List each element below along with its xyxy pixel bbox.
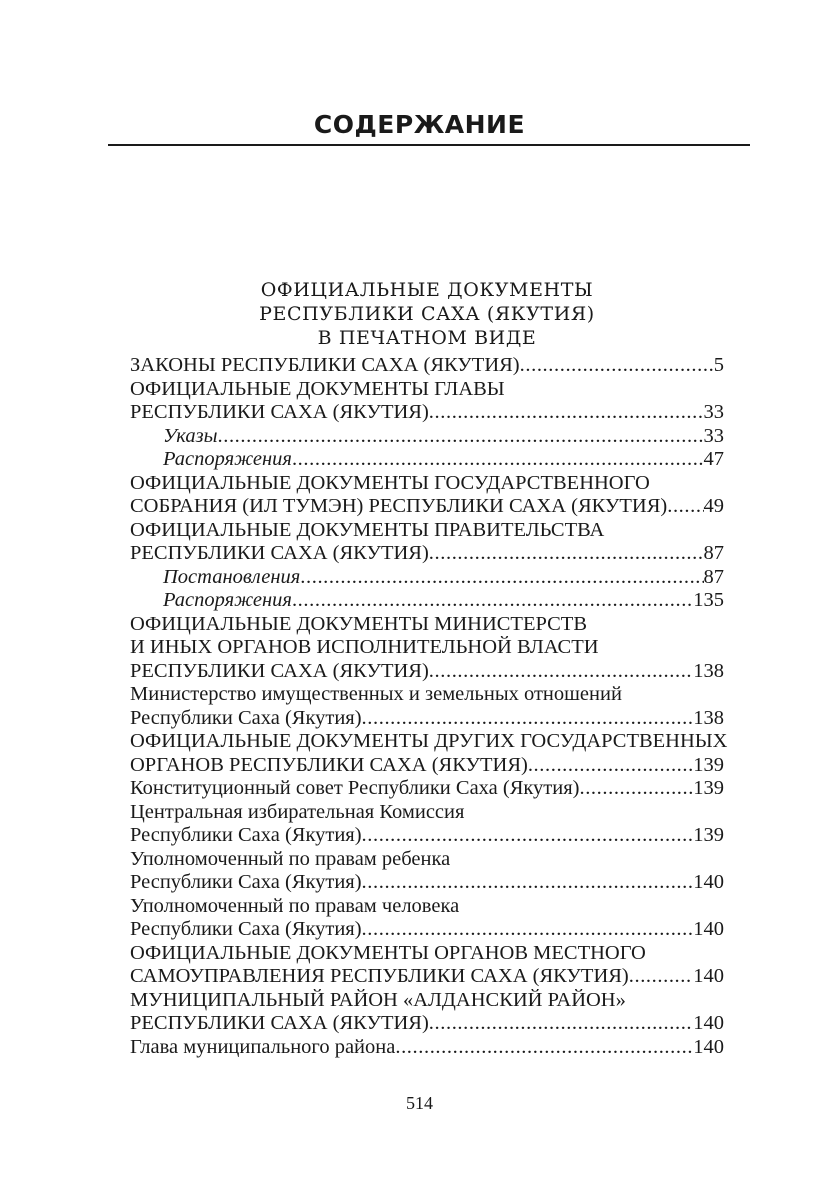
toc-subentry[interactable] xyxy=(130,448,724,472)
toc-entry[interactable] xyxy=(130,965,724,989)
dot-leader xyxy=(429,542,704,566)
toc-entry-text: Центральная избирательная Комиссия xyxy=(130,800,465,823)
toc-entry[interactable] xyxy=(130,777,724,801)
toc-entry-text: ОФИЦИАЛЬНЫЕ ДОКУМЕНТЫ ОРГАНОВ МЕСТНОГО xyxy=(130,941,646,964)
toc-page-number: 140 xyxy=(693,1012,724,1034)
dot-leader xyxy=(629,965,694,989)
toc-entry xyxy=(130,730,728,754)
toc-entry xyxy=(130,801,724,825)
toc-entry[interactable] xyxy=(130,542,724,566)
dot-leader xyxy=(362,871,694,895)
dot-leader xyxy=(292,589,693,613)
toc-entry-text: Постановления xyxy=(163,565,301,588)
dot-leader xyxy=(395,1036,693,1060)
toc-entry-text: Республики Саха (Якутия) xyxy=(130,824,362,846)
toc-entry-text: Уполномоченный по правам человека xyxy=(130,894,460,917)
dot-leader xyxy=(362,824,694,848)
dot-leader xyxy=(218,425,704,449)
toc-page-number: 140 xyxy=(693,871,724,893)
toc-entry xyxy=(130,683,724,707)
toc-entry-text: Республики Саха (Якутия) xyxy=(130,918,362,940)
toc-entry[interactable] xyxy=(130,1036,724,1060)
toc-page-number: 87 xyxy=(703,565,724,588)
toc-entry xyxy=(130,613,724,637)
toc-entry-text: Министерство имущественных и земельных отношений xyxy=(130,683,622,705)
toc-entry-text: ОФИЦИАЛЬНЫЕ ДОКУМЕНТЫ ГОСУДАРСТВЕННОГО xyxy=(130,471,650,494)
toc-page-number: 135 xyxy=(693,589,724,611)
toc-entry[interactable] xyxy=(130,660,724,684)
toc-entry[interactable] xyxy=(130,754,724,778)
toc-subentry[interactable] xyxy=(130,589,724,613)
toc-entry-text: И ИНЫХ ОРГАНОВ ИСПОЛНИТЕЛЬНОЙ ВЛАСТИ xyxy=(130,636,599,658)
toc-entry[interactable] xyxy=(130,401,724,425)
toc-page-number: 139 xyxy=(693,777,724,799)
toc-entry xyxy=(130,989,724,1013)
toc-page-number: 140 xyxy=(693,1035,724,1058)
toc-entry-text: СОБРАНИЯ (ИЛ ТУМЭН) РЕСПУБЛИКИ САХА (ЯКУТИЯ) xyxy=(130,495,668,517)
toc-page-number: 49 xyxy=(703,495,724,517)
toc-entry-text: РЕСПУБЛИКИ САХА (ЯКУТИЯ) xyxy=(130,401,429,423)
toc-entry-text: Распоряжения xyxy=(163,448,292,470)
footer-page-number: 514 xyxy=(406,1093,433,1113)
toc-page-number: 33 xyxy=(703,401,724,423)
dot-leader xyxy=(429,1012,693,1036)
toc-entry[interactable] xyxy=(130,354,724,378)
toc-entry xyxy=(130,472,724,496)
toc-entry[interactable] xyxy=(130,1012,724,1036)
toc-entry-text: Уполномоченный по правам ребенка xyxy=(130,847,451,870)
toc-page-number: 87 xyxy=(703,542,724,564)
toc-page-number: 47 xyxy=(703,448,724,470)
toc-entry xyxy=(130,848,724,872)
toc-entry-text: ОРГАНОВ РЕСПУБЛИКИ САХА (ЯКУТИЯ) xyxy=(130,753,528,776)
toc-entry-text: Указы xyxy=(163,424,218,447)
dot-leader xyxy=(667,495,703,519)
header-rule xyxy=(108,144,750,146)
section-heading xyxy=(130,278,724,350)
toc-entry-text: САМОУПРАВЛЕНИЯ РЕСПУБЛИКИ САХА (ЯКУТИЯ) xyxy=(130,965,629,987)
section-heading-line: В ПЕЧАТНОМ ВИДЕ xyxy=(317,327,537,349)
dot-leader xyxy=(520,354,714,378)
toc-entry[interactable] xyxy=(130,495,724,519)
toc-entry-text: Глава муниципального района xyxy=(130,1035,396,1058)
toc-entry[interactable] xyxy=(130,871,724,895)
toc-entry-text: ОФИЦИАЛЬНЫЕ ДОКУМЕНТЫ МИНИСТЕРСТВ xyxy=(130,612,587,635)
toc-entry-text: РЕСПУБЛИКИ САХА (ЯКУТИЯ) xyxy=(130,659,429,682)
toc-entry-text: ОФИЦИАЛЬНЫЕ ДОКУМЕНТЫ ДРУГИХ ГОСУДАРСТВЕННЫХ xyxy=(130,730,728,752)
toc-entry-text: Распоряжения xyxy=(163,589,292,611)
section-heading-line: РЕСПУБЛИКИ САХА (ЯКУТИЯ) xyxy=(259,303,595,325)
toc-page-number: 138 xyxy=(693,706,724,729)
dot-leader xyxy=(429,660,693,684)
dot-leader xyxy=(362,918,694,942)
section-heading-line: ОФИЦИАЛЬНЫЕ ДОКУМЕНТЫ xyxy=(260,279,594,301)
toc-page-number: 33 xyxy=(703,424,724,447)
dot-leader xyxy=(362,707,694,731)
toc-entry-text: Республики Саха (Якутия) xyxy=(130,871,362,893)
toc-entry-text: РЕСПУБЛИКИ САХА (ЯКУТИЯ) xyxy=(130,1012,429,1034)
toc-page-number: 5 xyxy=(713,354,724,376)
dot-leader xyxy=(292,448,704,472)
toc-page-number: 138 xyxy=(693,659,724,682)
toc-entry[interactable] xyxy=(130,707,724,731)
toc-page-number: 140 xyxy=(693,965,724,987)
toc-entry-text: ЗАКОНЫ РЕСПУБЛИКИ САХА (ЯКУТИЯ) xyxy=(130,354,520,376)
page-header-title: СОДЕРЖАНИЕ xyxy=(313,110,526,139)
toc-entry xyxy=(130,519,724,543)
toc-entry xyxy=(130,942,724,966)
toc-entry-text: РЕСПУБЛИКИ САХА (ЯКУТИЯ) xyxy=(130,542,429,564)
toc-entry-text: Конституционный совет Республики Саха (Якутия) xyxy=(130,777,580,799)
toc-entry xyxy=(130,378,724,402)
toc-entry-text: МУНИЦИПАЛЬНЫЙ РАЙОН «АЛДАНСКИЙ РАЙОН» xyxy=(130,988,626,1011)
toc-entry-text: Республики Саха (Якутия) xyxy=(130,706,362,729)
toc-subentry[interactable] xyxy=(130,425,724,449)
dot-leader xyxy=(579,777,693,801)
dot-leader xyxy=(429,401,704,425)
toc-page-number: 139 xyxy=(693,753,724,776)
toc-entry-text: ОФИЦИАЛЬНЫЕ ДОКУМЕНТЫ ГЛАВЫ xyxy=(130,377,505,400)
toc-entry xyxy=(130,636,724,660)
toc-subentry[interactable] xyxy=(130,566,724,590)
toc-page-number: 139 xyxy=(693,824,724,846)
toc-entry[interactable] xyxy=(130,918,724,942)
toc-page-number: 140 xyxy=(693,918,724,940)
toc-entry xyxy=(130,895,724,919)
dot-leader xyxy=(300,566,703,590)
toc-entry[interactable] xyxy=(130,824,724,848)
dot-leader xyxy=(528,754,693,778)
toc-list xyxy=(130,354,728,1059)
toc-entry-text: ОФИЦИАЛЬНЫЕ ДОКУМЕНТЫ ПРАВИТЕЛЬСТВА xyxy=(130,518,605,541)
